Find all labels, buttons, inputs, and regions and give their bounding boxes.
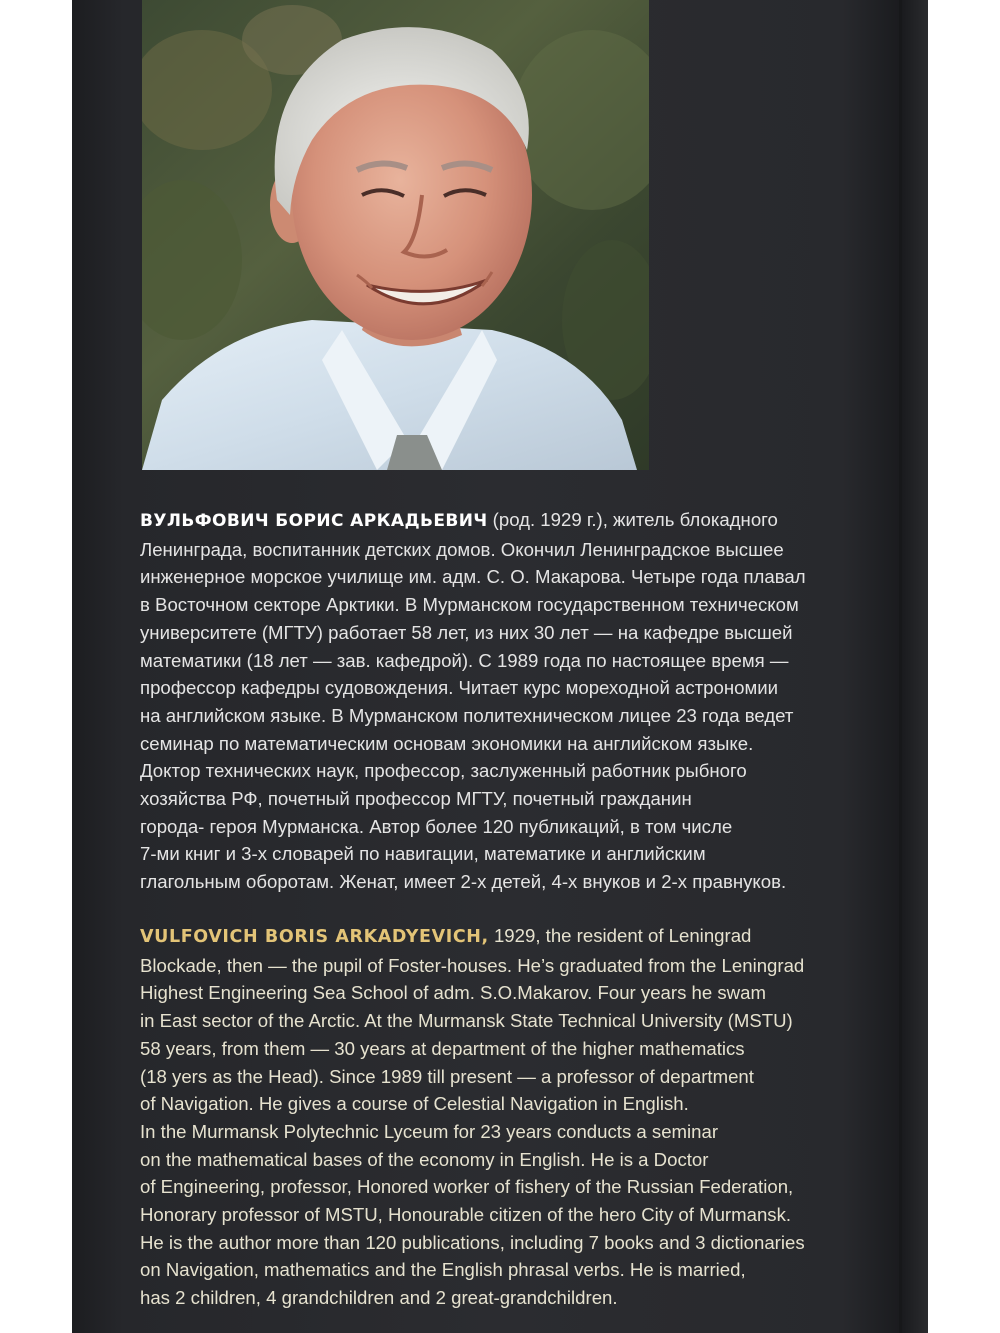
bio-en-line: on Navigation, mathematics and the English phrasal verbs. He is married, xyxy=(140,1259,746,1281)
bio-ru-line: инженерное морское училище им. адм. С. О. Макарова. Четыре года плавал xyxy=(140,566,806,588)
bio-en-line: (18 yers as the Head). Since 1989 till present — a professor of department xyxy=(140,1065,754,1087)
bio-en-line-1: VULFOVICH BORIS ARKADYEVICH, 1929, the resident of Leningrad xyxy=(140,925,752,947)
bio-ru-line: глагольным оборотам. Женат, имеет 2-х детей, 4-х внуков и 2-х правнуков. xyxy=(140,871,787,893)
portrait-photo-image xyxy=(142,0,649,470)
bio-en-line: He is the author more than 120 publications, including 7 books and 3 dictionaries xyxy=(140,1231,805,1253)
bio-ru-line: профессор кафедры судовождения. Читает курс мореходной астрономии xyxy=(140,677,779,699)
bio-ru-line: университете (МГТУ) работает 58 лет, из них 30 лет — на кафедре высшей xyxy=(140,621,793,643)
bio-en-line: In the Murmansk Polytechnic Lyceum for 23 years conducts a seminar xyxy=(140,1120,719,1142)
bio-en-line: Honorary professor of MSTU, Honourable citizen of the hero City of Murmansk. xyxy=(140,1204,792,1226)
bio-ru-line: хозяйства РФ, почетный профессор МГТУ, почетный гражданин xyxy=(140,788,692,810)
bio-ru-line: Доктор технических наук, профессор, заслуженный работник рыбного xyxy=(140,760,747,782)
bio-en-line: Blockade, then — the pupil of Foster-houses. He’s graduated from the Leningrad xyxy=(140,954,805,976)
bio-ru-line: семинар по математическим основам экономики на английском языке. xyxy=(140,732,754,754)
book-back-cover xyxy=(72,0,928,1333)
author-name-ru: ВУЛЬФОВИЧ БОРИС АРКАДЬЕВИЧ xyxy=(140,511,488,531)
bio-ru-line: Ленинграда, воспитанник детских домов. Окончил Ленинградское высшее xyxy=(140,538,784,560)
bio-ru-line-1: ВУЛЬФОВИЧ БОРИС АРКАДЬЕВИЧ (род. 1929 г.), житель блокадного xyxy=(140,509,778,531)
bio-en-line: Highest Engineering Sea School of adm. S.O.Makarov. Four years he swam xyxy=(140,982,766,1004)
bio-en-line: 58 years, from them — 30 years at department of the higher mathematics xyxy=(140,1037,745,1059)
author-name-en: VULFOVICH BORIS ARKADYEVICH, xyxy=(140,927,489,947)
bio-en-line: has 2 children, 4 grandchildren and 2 great-grandchildren. xyxy=(140,1287,618,1309)
bio-russian xyxy=(140,506,860,896)
bio-english xyxy=(140,922,860,1312)
cover-edge xyxy=(899,0,902,1333)
bio-ru-line: математики (18 лет — зав. кафедрой). С 1989 года по настоящее время — xyxy=(140,649,789,671)
bio-en-line: in East sector of the Arctic. At the Murmansk State Technical University (MSTU) xyxy=(140,1010,793,1032)
bio-ru-line: в Восточном секторе Арктики. В Мурманском государственном техническом xyxy=(140,594,799,616)
bio-en-line: of Engineering, professor, Honored worker of fishery of the Russian Federation, xyxy=(140,1176,794,1198)
bio-ru-line: на английском языке. В Мурманском политехническом лицее 23 года ведет xyxy=(140,704,794,726)
author-photo xyxy=(142,0,649,470)
bio-ru-line: 7-ми книг и 3-х словарей по навигации, математике и английским xyxy=(140,843,706,865)
bio-en-line: of Navigation. He gives a course of Celestial Navigation in English. xyxy=(140,1093,689,1115)
bio-en-line: on the mathematical bases of the economy in English. He is a Doctor xyxy=(140,1148,709,1170)
bio-ru-line: города- героя Мурманска. Автор более 120 публикаций, в том числе xyxy=(140,815,733,837)
